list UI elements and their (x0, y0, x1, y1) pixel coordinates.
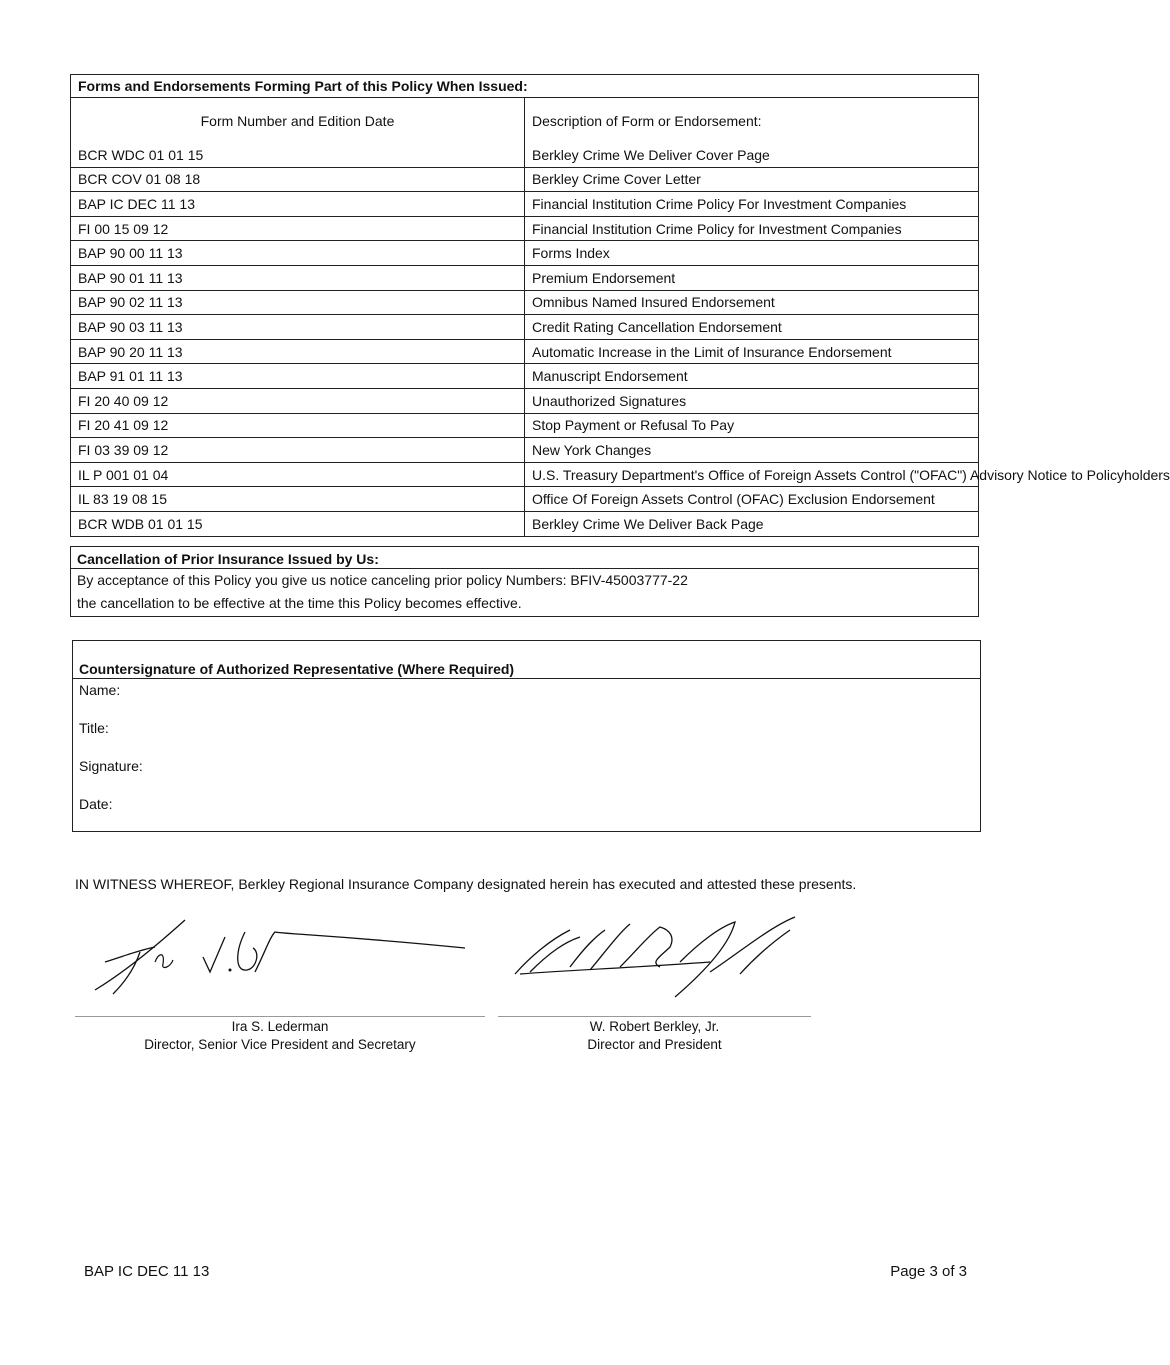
table-row (71, 364, 978, 389)
cancellation-section (70, 546, 979, 617)
form-description-cell: Premium Endorsement (525, 265, 979, 290)
table-row (71, 216, 978, 241)
cancellation-line-1: By acceptance of this Policy you give us notice canceling prior policy Numbers: BFIV-45003777-22 (77, 572, 688, 588)
description-header: Description of Form or Endorsement: (525, 98, 979, 144)
form-number-cell: BCR COV 01 08 18 (71, 167, 525, 192)
form-number-cell: BCR WDC 01 01 15 (71, 143, 525, 167)
form-description-cell: Credit Rating Cancellation Endorsement (525, 315, 979, 340)
form-description-cell: U.S. Treasury Department's Office of Foreign Assets Control ("OFAC") Advisory Notice to Policyholders (525, 462, 979, 487)
form-description-cell: Office Of Foreign Assets Control (OFAC) Exclusion Endorsement (525, 487, 979, 512)
form-number-cell: FI 20 40 09 12 (71, 388, 525, 413)
signatory-1 (75, 1018, 485, 1054)
form-description-cell: Unauthorized Signatures (525, 388, 979, 413)
table-row (71, 241, 978, 266)
footer-page-number: Page 3 of 3 (890, 1263, 967, 1280)
form-description-cell: Stop Payment or Refusal To Pay (525, 413, 979, 438)
form-number-cell: BAP 91 01 11 13 (71, 364, 525, 389)
form-description-cell: New York Changes (525, 438, 979, 463)
form-number-cell: FI 00 15 09 12 (71, 216, 525, 241)
table-row (71, 192, 978, 217)
form-description-cell: Financial Institution Crime Policy For Investment Companies (525, 192, 979, 217)
date-field-label: Date: (79, 796, 113, 812)
signatory-2-title: Director and President (587, 1037, 722, 1052)
form-number-cell: FI 20 41 09 12 (71, 413, 525, 438)
table-row (71, 339, 978, 364)
signature-field-label: Signature: (79, 758, 143, 774)
title-field-label: Title: (79, 720, 109, 736)
cancellation-line-2: the cancellation to be effective at the time this Policy becomes effective. (77, 595, 522, 611)
form-description-cell: Berkley Crime Cover Letter (525, 167, 979, 192)
table-row (71, 388, 978, 413)
signatory-1-name: Ira S. Lederman (231, 1019, 329, 1034)
table-row (71, 511, 978, 535)
forms-endorsements-table (70, 74, 1170, 537)
table-row (71, 265, 978, 290)
countersignature-title: Countersignature of Authorized Representative (Where Required) (73, 657, 980, 679)
name-field-label: Name: (79, 682, 121, 698)
signatory-2-name: W. Robert Berkley, Jr. (589, 1019, 720, 1034)
form-description-cell: Financial Institution Crime Policy for Investment Companies (525, 216, 979, 241)
form-description-cell: Berkley Crime We Deliver Back Page (525, 511, 979, 535)
form-number-cell: BAP IC DEC 11 13 (71, 192, 525, 217)
table-row (71, 487, 978, 512)
table-row (71, 143, 978, 167)
table-row (71, 167, 978, 192)
signature-lederman (85, 912, 485, 1002)
form-number-cell: BAP 90 03 11 13 (71, 315, 525, 340)
form-number-cell: BAP 90 02 11 13 (71, 290, 525, 315)
cancellation-title: Cancellation of Prior Insurance Issued by Us: (71, 547, 978, 569)
footer-form-id: BAP IC DEC 11 13 (84, 1263, 210, 1280)
form-number-cell: BAP 90 20 11 13 (71, 339, 525, 364)
form-number-cell: BCR WDB 01 01 15 (71, 511, 525, 535)
form-number-header: Form Number and Edition Date (71, 98, 525, 144)
table-row (71, 462, 978, 487)
signature-berkley (510, 912, 810, 1004)
countersignature-section (72, 640, 981, 832)
signatory-2 (498, 1018, 811, 1054)
forms-table (71, 75, 1170, 536)
form-description-cell: Omnibus Named Insured Endorsement (525, 290, 979, 315)
form-number-cell: BAP 90 00 11 13 (71, 241, 525, 266)
form-description-cell: Forms Index (525, 241, 979, 266)
form-description-cell: Automatic Increase in the Limit of Insurance Endorsement (525, 339, 979, 364)
table-row (71, 290, 978, 315)
form-number-cell: IL P 001 01 04 (71, 462, 525, 487)
signature-line-2 (498, 1016, 811, 1017)
witness-statement: IN WITNESS WHEREOF, Berkley Regional Insurance Company designated herein has executed and attested these presents. (75, 876, 857, 892)
form-number-cell: IL 83 19 08 15 (71, 487, 525, 512)
forms-section-title: Forms and Endorsements Forming Part of this Policy When Issued: (71, 75, 978, 98)
table-row (71, 438, 978, 463)
table-row (71, 413, 978, 438)
form-number-cell: FI 03 39 09 12 (71, 438, 525, 463)
form-description-cell: Berkley Crime We Deliver Cover Page (525, 143, 979, 167)
form-description-cell: Manuscript Endorsement (525, 364, 979, 389)
signatory-1-title: Director, Senior Vice President and Secretary (144, 1037, 416, 1052)
signature-line-1 (75, 1016, 485, 1017)
table-row (71, 315, 978, 340)
form-number-cell: BAP 90 01 11 13 (71, 265, 525, 290)
